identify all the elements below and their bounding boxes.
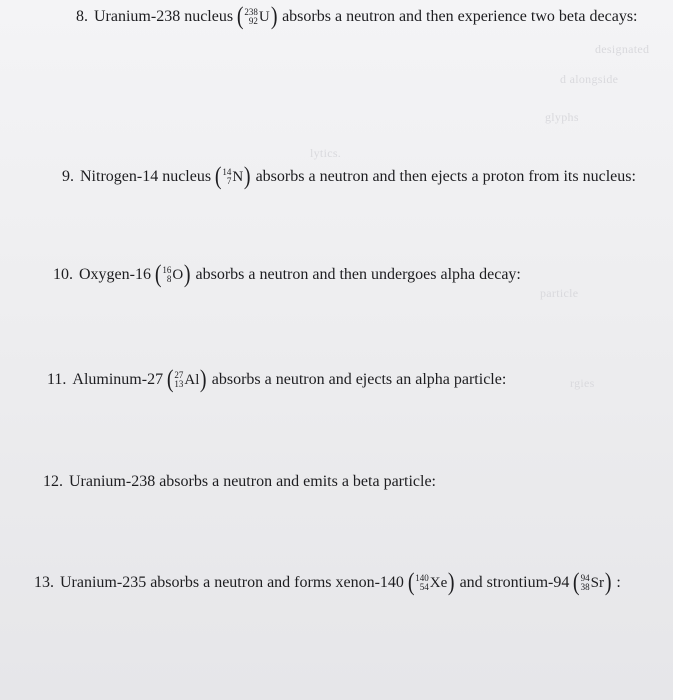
isotope-notation: ( 140 54 Xe ) xyxy=(407,569,455,596)
question-number: 12. xyxy=(43,473,63,490)
bleed-through-text: glyphs xyxy=(545,110,579,124)
mass-number: 16 xyxy=(162,265,172,275)
question-number: 10. xyxy=(53,266,73,283)
element-symbol: Sr xyxy=(590,575,605,591)
bleed-through-text: rgies xyxy=(570,376,595,390)
question-number: 13. xyxy=(34,574,54,591)
question-9 xyxy=(62,163,636,190)
question-text-continued: absorbs a neutron and then ejects a proton from its nucleus: xyxy=(255,168,636,185)
question-text-continued: and strontium-94 xyxy=(459,574,570,591)
question-text: Aluminum-27 xyxy=(72,371,164,388)
bleed-through-text: d alongside xyxy=(560,72,619,86)
question-number: 8. xyxy=(76,8,88,25)
isotope-notation: ( 14 7 N ) xyxy=(214,163,251,190)
atomic-number: 54 xyxy=(419,582,429,592)
atomic-number: 7 xyxy=(226,176,232,186)
question-12 xyxy=(43,472,436,492)
question-10 xyxy=(53,261,521,288)
mass-number: 140 xyxy=(415,573,429,583)
question-text: Uranium-238 nucleus xyxy=(94,8,234,25)
bleed-through-text: designated xyxy=(595,42,650,56)
atomic-number: 8 xyxy=(166,274,172,284)
atomic-number: 13 xyxy=(174,379,184,389)
question-number: 9. xyxy=(62,168,74,185)
question-text: Nitrogen-14 nucleus xyxy=(80,168,212,185)
isotope-notation: ( 16 8 O ) xyxy=(154,261,191,288)
isotope-notation: ( 238 92 U ) xyxy=(236,3,278,30)
question-text: Uranium-235 absorbs a neutron and forms xenon-140 xyxy=(60,574,404,591)
isotope-notation: ( 27 13 Al ) xyxy=(166,366,207,393)
question-text-continued: absorbs a neutron and ejects an alpha particle: xyxy=(211,371,507,388)
element-symbol: Al xyxy=(184,372,200,388)
element-symbol: N xyxy=(232,169,244,185)
bleed-through-text: particle xyxy=(540,286,579,300)
bleed-through-text: lytics. xyxy=(310,146,342,160)
question-13 xyxy=(34,569,621,596)
atomic-number: 92 xyxy=(248,16,258,26)
element-symbol: Xe xyxy=(429,575,448,591)
mass-number: 238 xyxy=(244,7,258,17)
question-text-continued: absorbs a neutron and then experience two beta decays: xyxy=(282,8,638,25)
mass-number: 27 xyxy=(174,370,184,380)
question-text: Uranium-238 absorbs a neutron and emits a beta particle: xyxy=(69,473,436,490)
question-text-end: : xyxy=(616,574,621,591)
isotope-notation: ( 94 38 Sr ) xyxy=(573,569,612,596)
question-11 xyxy=(47,366,507,393)
atomic-number: 38 xyxy=(580,582,590,592)
element-symbol: O xyxy=(172,267,184,283)
question-number: 11. xyxy=(47,371,67,388)
question-text-continued: absorbs a neutron and then undergoes alpha decay: xyxy=(195,266,521,283)
mass-number: 14 xyxy=(222,167,232,177)
element-symbol: U xyxy=(258,9,270,25)
question-8 xyxy=(76,3,638,30)
question-text: Oxygen-16 xyxy=(79,266,151,283)
mass-number: 94 xyxy=(580,573,590,583)
